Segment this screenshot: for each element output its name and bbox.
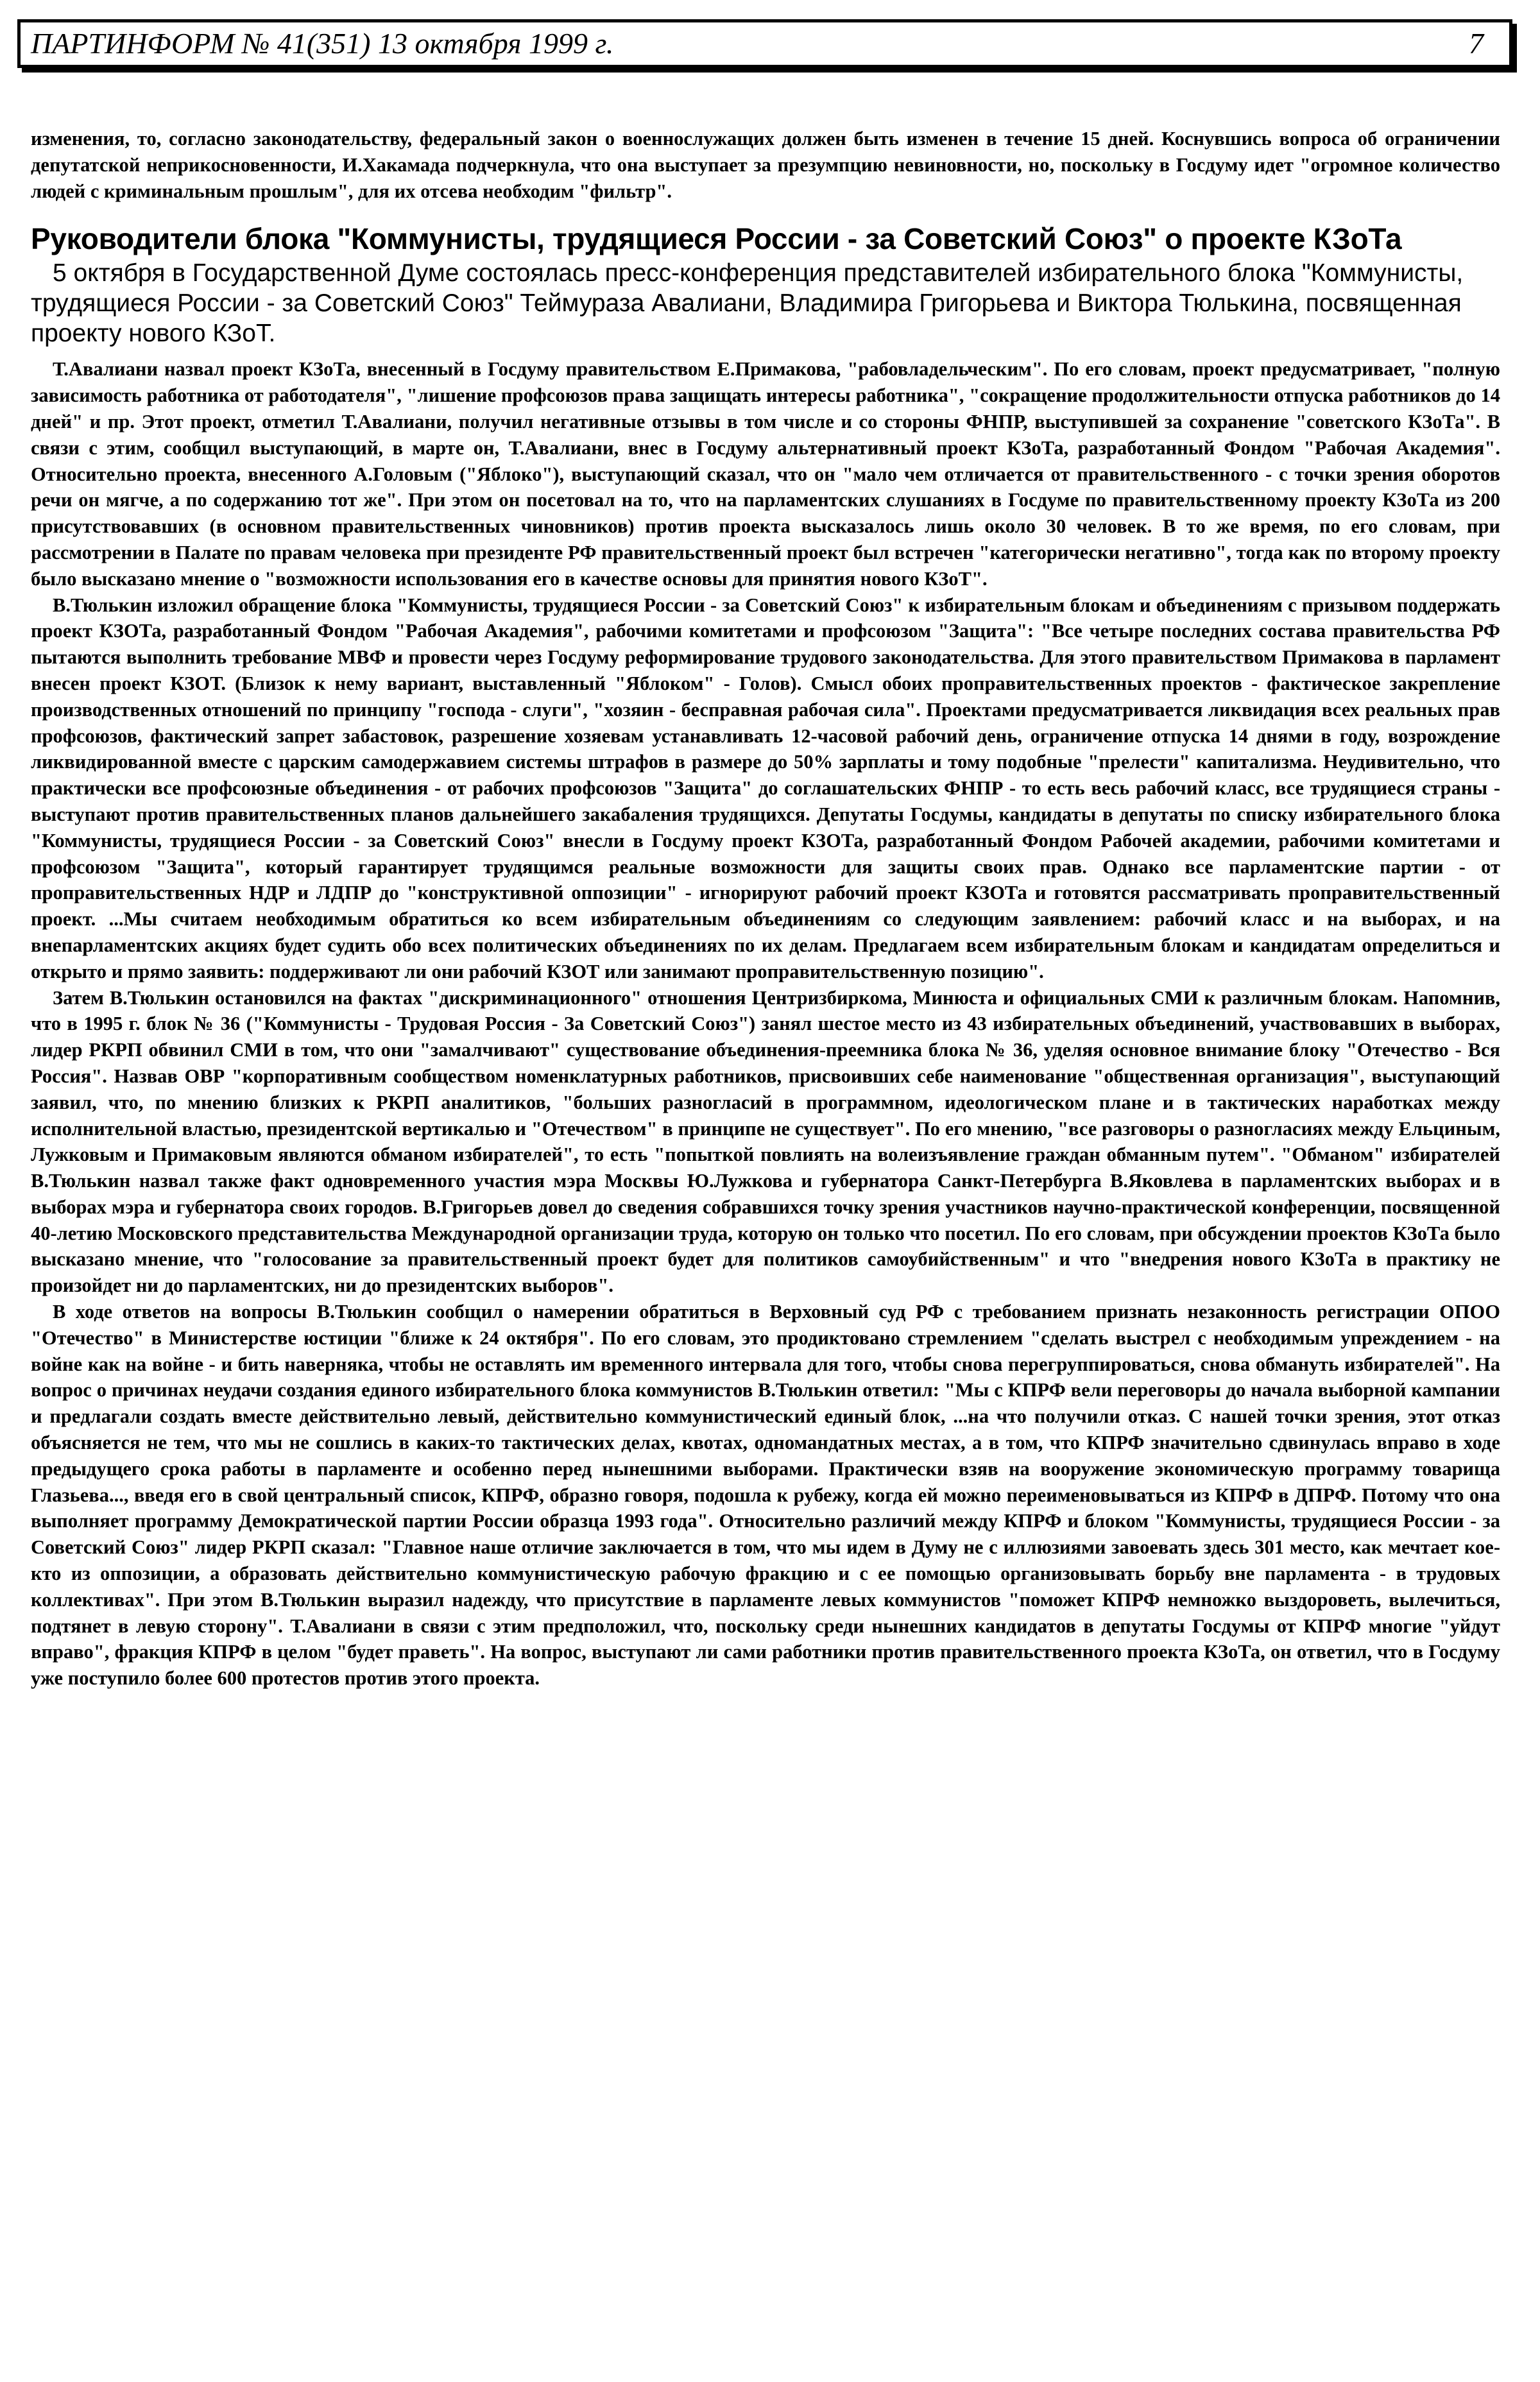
article-headline: Руководители блока "Коммунисты, трудящиеся России - за Советский Союз" о проекте КЗоТа (31, 222, 1402, 256)
article-column (31, 126, 1500, 1692)
issue-title: ПАРТИНФОРМ № 41(351) 13 октября 1999 г. (31, 27, 614, 60)
body-paragraph: Т.Авалиани назвал проект КЗоТа, внесенный в Госдуму правительством Е.Примакова, "рабовладельческим". По его словам, проект предусматривает, "полную зависимость работника от работодателя", "лишение профсоюзов права защищать интересы работника", "сокращение продолжительности отпуска работников до 14 дней" и пр. Этот проект, отметил Т.Авалиани, получил негативные отзывы в том числе и со стороны ФНПР, выступившей за сохранение "советского КЗоТа". В связи с этим, сообщил выступающий, в марте он, Т.Авалиани, внес в Госдуму альтернативный проект КЗоТа, разработанный Фондом "Рабочая Академия". Относительно проекта, внесенного А.Головым ("Яблоко"), выступающий сказал, что он "мало чем отличается от правительственного - с точки зрения оборотов речи он мягче, а по содержанию тот же". При этом он посетовал на то, что на парламентских слушаниях в Госдуме по правительственному проекту КЗоТа из 200 присутствовавших (в основном правительственных чиновников) против проекта высказалось лишь около 30 человек. В то же время, по его словам, при рассмотрении в Палате по правам человека при президенте РФ правительственный проект был встречен "категорически негативно", тогда как по второму проекту было высказано мнение о "возможности использования его в качестве основы для принятия нового КЗоТ". (31, 358, 1500, 590)
article-lead: 5 октября в Государственной Думе состоялась пресс-конференция представителей избирательного блока "Коммунисты, трудящиеся России - за Советский Союз" Теймураза Авалиани, Владимира Григорьева и Виктора Тюлькина, посвященная проекту нового КЗоТ. (31, 259, 1464, 348)
page-number: 7 (1469, 27, 1484, 60)
page-header (17, 19, 1512, 68)
body-paragraph: В ходе ответов на вопросы В.Тюлькин сообщил о намерении обратиться в Верховный суд РФ с требованием признать незаконность регистрации ОПОО "Отечество" в Министерстве юстиции "ближе к 24 октября". По его словам, это продиктовано стремлением "сделать выстрел с необходимым упреждением - на войне как на войне - и бить наверняка, чтобы не оставлять им временного интервала для того, чтобы снова перегруппироваться, снова обмануть избирателей". На вопрос о причинах неудачи создания единого избирательного блока коммунистов В.Тюлькин ответил: "Мы с КПРФ вели переговоры до начала выборной кампании и предлагали создать вместе действительно левый, действительно коммунистический единый блок, ...на что получили отказ. С нашей точки зрения, этот отказ объясняется не тем, что мы не сошлись в каких-то тактических делах, квотах, одномандатных местах, а в том, что КПРФ значительно сдвинулась вправо в ходе предыдущего срока работы в парламенте и особенно перед нынешними выборами. Практически взяв на вооружение экономическую программу товарища Глазьева..., введя его в свой центральный список, КПРФ, образно говоря, подошла к рубежу, когда ей можно переименовываться из КПРФ в ДПРФ. Потому что она выполняет программу Демократической партии России образца 1993 года". Относительно различий между КПРФ и блоком "Коммунисты, трудящиеся России - за Советский Союз" лидер РКРП сказал: "Главное наше отличие заключается в том, что мы идем в Думу не с иллюзиями завоевать здесь 301 место, как мечтает кое-кто из оппозиции, а образовать действительно коммунистическую рабочую фракцию и с ее помощью организовывать борьбу вне парламента - в трудовых коллективах". При этом В.Тюлькин выразил надежду, что присутствие в парламенте левых коммунистов "поможет КПРФ немножко выздороветь, вылечиться, подтянет в левую сторону". Т.Авалиани в связи с этим предположил, что, поскольку среди нынешних кандидатов в депутаты Госдумы от КПРФ многие "уйдут вправо", фракция КПРФ в целом "будет праветь". На вопрос, выступают ли сами работники против правительственного проекта КЗоТа, он ответил, что в Госдуму уже поступило более 600 протестов против этого проекта. (31, 1301, 1500, 1690)
intro-paragraph: изменения, то, согласно законодательству, федеральный закон о военнослужащих должен быть изменен в течение 15 дней. Коснувшись вопроса об ограничении депутатской неприкосновенности, И.Хакамада подчеркнула, что она выступает за презумпцию невиновности, но, поскольку в Госдуму идет "огромное количество людей с криминальным прошлым", для их отсева необходим "фильтр". (31, 128, 1500, 202)
body-paragraph: Затем В.Тюлькин остановился на фактах "дискриминационного" отношения Центризбиркома, Минюста и официальных СМИ к различным блокам. Напомнив, что в 1995 г. блок № 36 ("Коммунисты - Трудовая Россия - За Советский Союз") занял шестое место из 43 избирательных объединений, участвовавших в выборах, лидер РКРП обвинил СМИ в том, что они "замалчивают" существование объединения-преемника блока № 36, уделяя основное внимание блоку "Отечество - Вся Россия". Назвав ОВР "корпоративным сообществом номенклатурных работников, присвоивших себе наименование "общественная организация", выступающий заявил, что, по мнению близких к РКРП аналитиков, "больших разногласий в программном, идеологическом плане и в тактических наработках между исполнительной властью, президентской вертикалью и "Отечеством" в принципе не существует". По его мнению, "все разговоры о разногласиях между Ельциным, Лужковым и Примаковым являются обманом избирателей", то есть "попыткой повлиять на волеизъявление граждан обманным путем". "Обманом" избирателей В.Тюлькин назвал также факт одновременного участия мэра Москвы Ю.Лужкова и губернатора Санкт-Петербурга В.Яковлева в парламентских выборах и в выборах мэра и губернатора своих городов. В.Григорьев довел до сведения собравшихся точку зрения участников научно-практической конференции, посвященной 40-летию Московского представительства Международной организации труда, которую он только что посетил. По его словам, при обсуждении проектов КЗоТа было высказано мнение, что "голосование за правительственный проект будет для политиков самоубийственным" и что "внедрения нового КЗоТа в практику не произойдет ни до парламентских, ни до президентских выборов". (31, 986, 1500, 1297)
body-paragraph: В.Тюлькин изложил обращение блока "Коммунисты, трудящиеся России - за Советский Союз" к избирательным блокам и объединениям с призывом поддержать проект КЗОТа, разработанный Фондом "Рабочая Академия", рабочими комитетами и профсоюзом "Защита": "Все четыре последних состава правительства РФ пытаются выполнить требование МВФ и провести через Госдуму реформирование трудового законодательства. Для этого правительством Примакова в парламент внесен проект КЗОТ. (Близок к нему вариант, выставленный "Яблоком" - Голов). Смысл обоих проправительственных проектов - фактическое закрепление производственных отношений по принципу "господа - слуги", "хозяин - бесправная рабочая сила". Проектами предусматривается ликвидация всех реальных прав профсоюзов, фактический запрет забастовок, разрешение хозяевам устанавливать 12-часовой рабочий день, ограничение отпуска 14 днями в году, возрождение ликвидированной вместе с царским самодержавием системы штрафов в размере до 50% зарплаты и тому подобные "прелести" капитализма. Неудивительно, что практически все профсоюзные объединения - от рабочих профсоюзов "Защита" до соглашательских ФНПР - то есть весь рабочий класс, все трудящиеся страны - выступают против правительственных планов дальнейшего закабаления трудящихся. Депутаты Госдумы, кандидаты в депутаты по списку избирательного блока "Коммунисты, трудящиеся России - за Советский Союз" внесли в Госдуму проект КЗОТа, разработанный Фондом Рабочей академии, рабочими комитетами и профсоюзом "Защита", который гарантирует трудящимся реальные возможности для защиты своих прав. Однако все парламентские партии - от проправительственных НДР и ЛДПР до "конструктивной оппозиции" - игнорируют рабочий проект КЗОТа и готовятся рассматривать проправительственный проект. ...Мы считаем необходимым обратиться ко всем избирательным объединениям со следующим заявлением: рабочий класс и на выборах, и на внепарламентских акциях будет судить обо всех политических объединениях по их делам. Предлагаем всем избирательным блокам и кандидатам определиться и открыто и прямо заявить: поддерживают ли они рабочий КЗОТ или занимают проправительственную позицию". (31, 594, 1500, 982)
